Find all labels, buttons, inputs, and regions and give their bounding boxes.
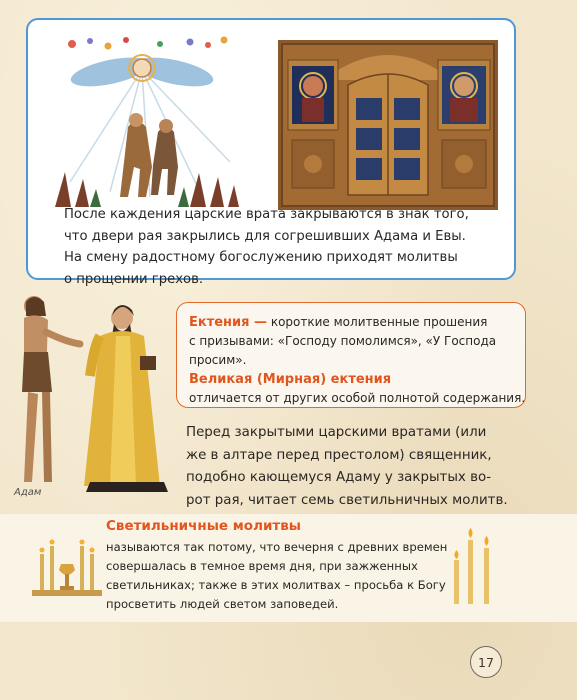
top-panel-text — [64, 204, 504, 290]
definition-line — [189, 313, 515, 332]
term-ektenia: Ектения — — [189, 315, 268, 330]
priest-figure — [84, 305, 168, 492]
term-great-ektenia: Великая (Мирная) ектения — [189, 372, 392, 387]
text-line: рот рая, читает семь светильничных молитв. — [186, 492, 508, 508]
text-line: называются так потому, что вечерня с древних времен — [106, 540, 448, 554]
text-line: о прощении грехов. — [64, 271, 204, 287]
definition-line: с призывами: «Господу помолимся», «У Господа — [189, 334, 497, 348]
bottom-paragraph — [106, 538, 446, 614]
text-line: светильниках; также в этих молитвах – просьба к Богу — [106, 578, 446, 592]
text-line: совершалась в темное время дня, при зажженных — [106, 559, 418, 573]
page-number: 17 — [470, 646, 502, 678]
text-line: же в алтаре перед престолом) священник, — [186, 447, 492, 463]
section-heading: Светильничные молитвы — [106, 518, 301, 534]
text-line: На смену радостному богослужению приходят молитвы — [64, 250, 458, 265]
expulsion-from-paradise-illustration — [50, 32, 240, 212]
candles-illustration — [448, 520, 500, 606]
iconostasis-illustration — [278, 40, 498, 210]
text-line: просветить людей светом заповедей. — [106, 597, 339, 611]
adam-and-priest-illustration — [4, 292, 179, 502]
text-line: подобно кающемуся Адаму у закрытых во- — [186, 470, 492, 485]
text-line: что двери рая закрылись для согрешивших Адама и Евы. — [64, 228, 466, 244]
figure-caption: Адам — [14, 487, 42, 498]
text-line: После каждения царские врата закрываются в знак того, — [64, 207, 469, 222]
definition-line: отличается от других особой полнотой содержания. — [189, 391, 526, 405]
adam-figure — [22, 296, 80, 482]
definition-line: просим». — [189, 353, 247, 367]
text-line: Перед закрытыми царскими вратами (или — [186, 425, 487, 440]
definition-text: короткие молитвенные прошения — [267, 315, 488, 329]
main-paragraph — [186, 422, 526, 512]
top-illustration-panel — [26, 18, 516, 287]
definition-box — [176, 302, 526, 408]
candlestand-illustration — [32, 530, 102, 600]
